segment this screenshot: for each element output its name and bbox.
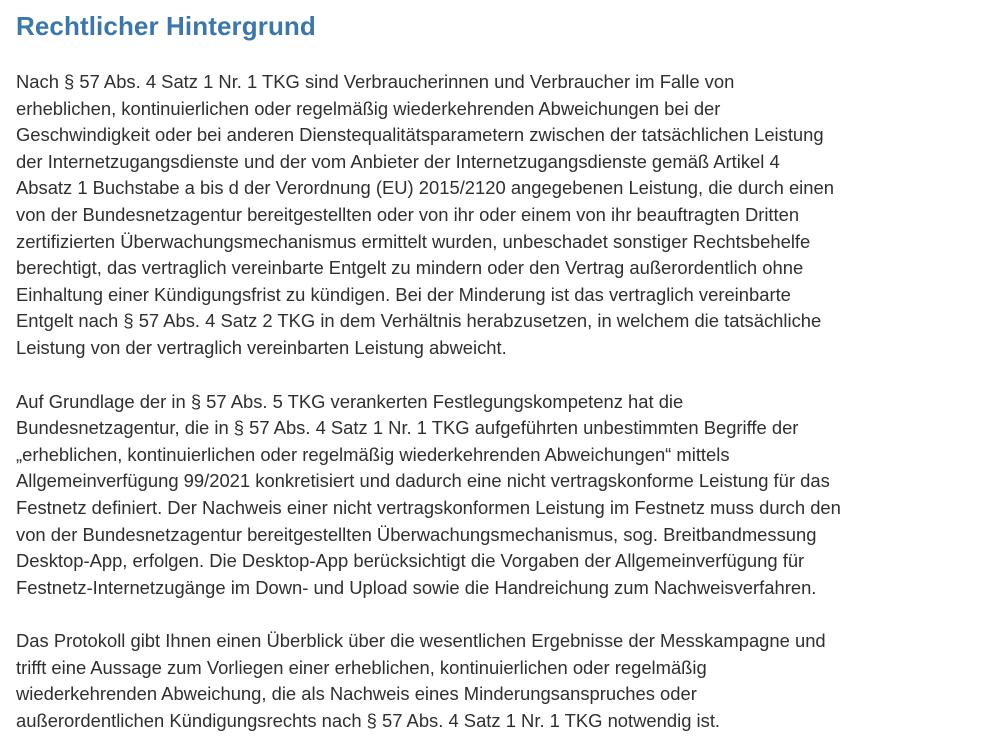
paragraph-line: erheblichen, kontinuierlichen oder regelmäßig wiederkehrenden Abweichungen bei der xyxy=(16,97,721,119)
paragraph-line: trifft eine Aussage zum Vorliegen einer erheblichen, kontinuierlichen oder regelmäßig xyxy=(16,656,707,678)
paragraph-line: der Internetzugangsdienste und der vom Anbieter der Internetzugangsdienste gemäß Artikel 4 xyxy=(16,150,780,172)
paragraph-line: Leistung von der vertraglich vereinbarten Leistung abweicht. xyxy=(16,336,507,358)
paragraph-line: zertifizierten Überwachungsmechanismus ermittelt wurden, unbeschadet sonstiger Rechtsbehelfe xyxy=(16,230,811,252)
paragraph-line: Allgemeinverfügung 99/2021 konkretisiert und dadurch eine nicht vertragskonforme Leistung für das xyxy=(16,470,830,492)
paragraph-protocol xyxy=(16,628,991,734)
paragraph-line: Bundesnetzagentur, die in § 57 Abs. 4 Satz 1 Nr. 1 TKG aufgeführten unbestimmten Begriffe der xyxy=(16,417,799,439)
paragraph-determination xyxy=(16,389,991,602)
paragraph-line: Entgelt nach § 57 Abs. 4 Satz 2 TKG in dem Verhältnis herabzusetzen, in welchem die tatsächliche xyxy=(16,310,822,332)
paragraph-line: Festnetz-Internetzugänge im Down- und Upload sowie die Handreichung zum Nachweisverfahren. xyxy=(16,576,817,598)
paragraph-line: Festnetz definiert. Der Nachweis einer nicht vertragskonformen Leistung im Festnetz muss durch den xyxy=(16,496,841,518)
paragraph-line: Nach § 57 Abs. 4 Satz 1 Nr. 1 TKG sind Verbraucherinnen und Verbraucher im Falle von xyxy=(16,71,735,92)
paragraph-line: Einhaltung einer Kündigungsfrist zu kündigen. Bei der Minderung ist das vertraglich vereinbarte xyxy=(16,283,791,305)
paragraph-line: Absatz 1 Buchstabe a bis d der Verordnung (EU) 2015/2120 angegebenen Leistung, die durch einen xyxy=(16,177,834,199)
paragraph-line: „erheblichen, kontinuierlichen oder regelmäßig wiederkehrenden Abweichungen“ mittels xyxy=(16,443,730,465)
paragraph-legal-basis xyxy=(16,69,991,362)
section-heading: Rechtlicher Hintergrund xyxy=(16,11,316,41)
paragraph-line: von der Bundesnetzagentur bereitgestellten Überwachungsmechanismus, sog. Breitbandmessung xyxy=(16,523,817,545)
paragraph-line: Geschwindigkeit oder bei anderen Dienstequalitätsparametern zwischen der tatsächlichen Leistung xyxy=(16,124,824,146)
document-page xyxy=(16,0,991,735)
paragraph-line: berechtigt, das vertraglich vereinbarte Entgelt zu mindern oder den Vertrag außerordentlich ohne xyxy=(16,257,804,279)
paragraph-line: wiederkehrenden Abweichung, die als Nachweis eines Minderungsanspruches oder xyxy=(16,683,697,705)
paragraph-line: von der Bundesnetzagentur bereitgestellten oder von ihr oder einem von ihr beauftragten Dritten xyxy=(16,203,800,225)
paragraph-line: Auf Grundlage der in § 57 Abs. 5 TKG verankerten Festlegungskompetenz hat die xyxy=(16,390,684,412)
paragraph-line: außerordentlichen Kündigungsrechts nach § 57 Abs. 4 Satz 1 Nr. 1 TKG notwendig ist. xyxy=(16,710,721,732)
paragraph-line: Desktop-App, erfolgen. Die Desktop-App berücksichtigt die Vorgaben der Allgemeinverfügung für xyxy=(16,550,805,572)
paragraph-line: Das Protokoll gibt Ihnen einen Überblick über die wesentlichen Ergebnisse der Messkampagne und xyxy=(16,630,826,652)
